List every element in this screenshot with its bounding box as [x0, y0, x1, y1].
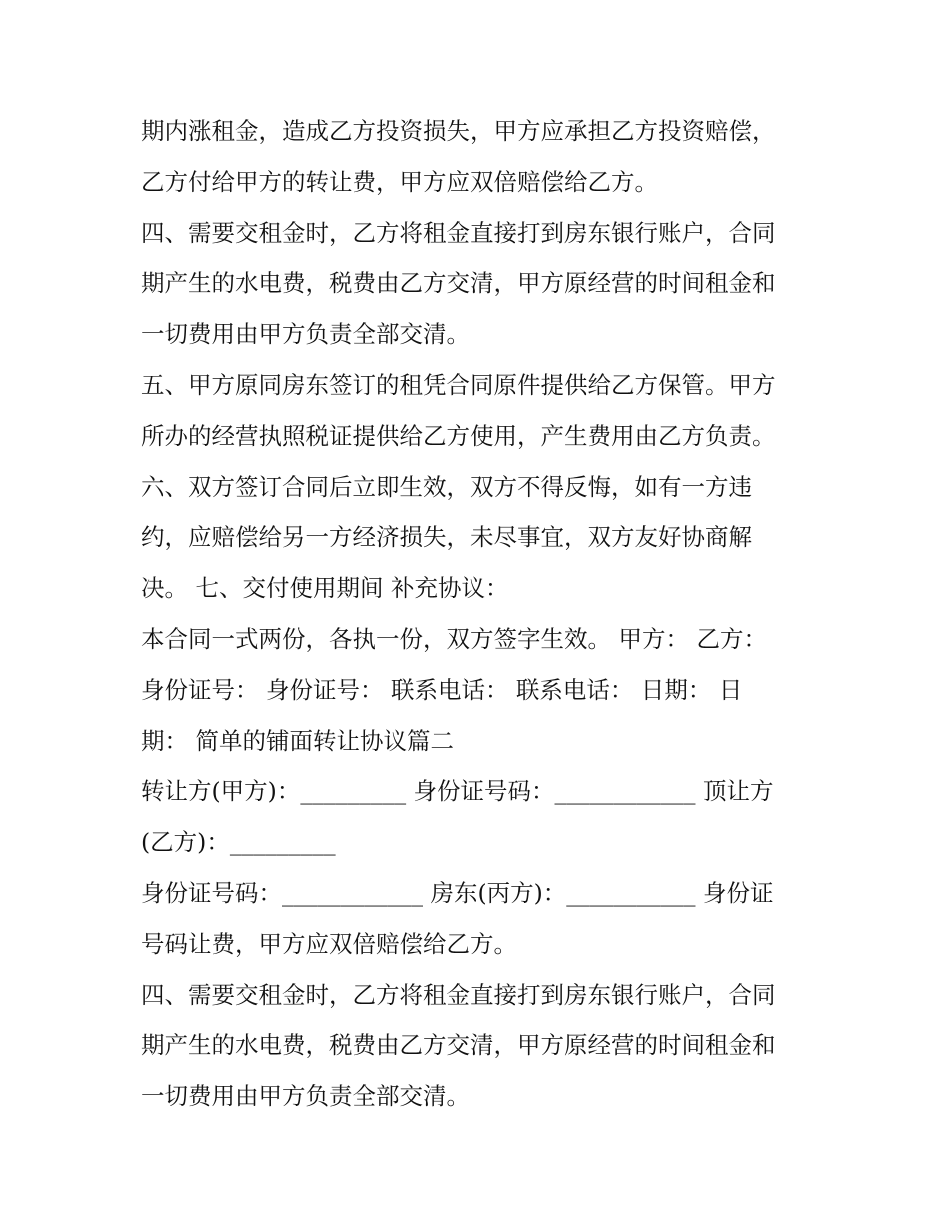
text-line: 期产生的水电费，税费由乙方交清，甲方原经营的时间租金和 [141, 269, 776, 298]
text-line: 乙方付给甲方的转让费，甲方应双倍赔偿给乙方。 [141, 167, 658, 196]
text-line: 号码让费，甲方应双倍赔偿给乙方。 [141, 929, 517, 958]
text-line: 期内涨租金，造成乙方投资损失，甲方应承担乙方投资赔偿， [141, 117, 776, 145]
text-line: 约，应赔偿给另一方经济损失，未尽事宜，双方友好协商解 [141, 523, 752, 552]
text-line: 一切费用由甲方负责全部交清。 [141, 1082, 470, 1111]
text-line: (乙方)：_________ [141, 828, 336, 857]
text-line: 四、需要交租金时，乙方将租金直接打到房东银行账户，合同 [141, 980, 776, 1009]
text-line: 本合同一式两份，各执一份，双方签字生效。 甲方： 乙方： [141, 624, 767, 653]
text-line: 五、甲方原同房东签订的租凭合同原件提供给乙方保管。甲方 [141, 370, 776, 399]
text-line: 一切费用由甲方负责全部交清。 [141, 320, 470, 349]
text-line: 期产生的水电费，税费由乙方交清，甲方原经营的时间租金和 [141, 1031, 776, 1060]
text-line: 期： 简单的铺面转让协议篇二 [141, 726, 454, 755]
text-line: 身份证号： 身份证号： 联系电话： 联系电话： 日期： 日 [141, 675, 743, 704]
text-line: 所办的经营执照税证提供给乙方使用，产生费用由乙方负责。 [141, 421, 776, 450]
text-line: 转让方(甲方)：_________ 身份证号码：____________ 顶让方 [141, 777, 774, 806]
text-line: 四、需要交租金时，乙方将租金直接打到房东银行账户，合同 [141, 218, 776, 247]
text-line: 六、双方签订合同后立即生效，双方不得反悔，如有一方违 [141, 472, 752, 501]
document-body [141, 106, 831, 1122]
text-line: 决。 七、交付使用期间 补充协议： [141, 574, 509, 603]
text-line: 身份证号码：____________ 房东(丙方)：___________ 身份证 [141, 878, 774, 907]
